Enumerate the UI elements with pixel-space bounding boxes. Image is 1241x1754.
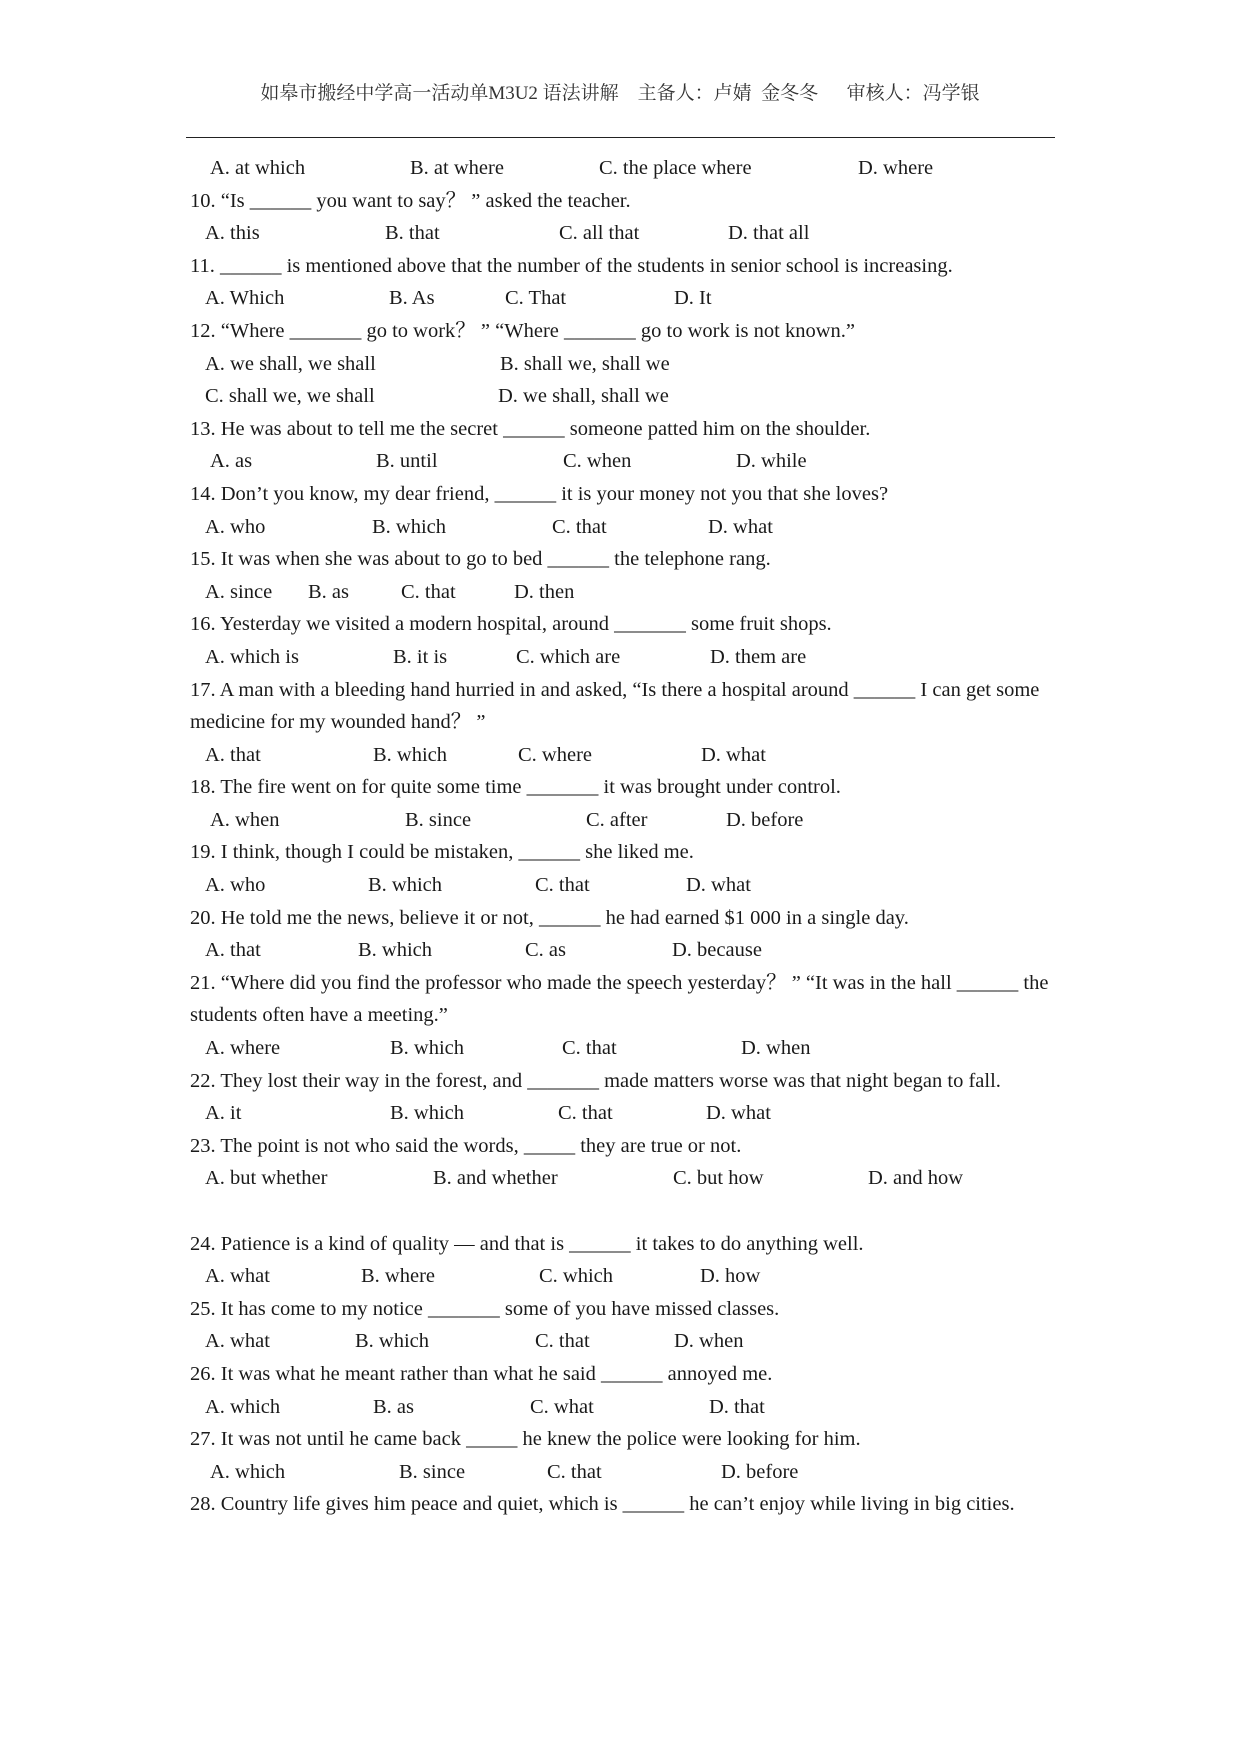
answer-option: A. but whether xyxy=(205,1167,328,1190)
options-row xyxy=(190,511,1065,544)
answer-option: C. That xyxy=(505,287,567,310)
options-row xyxy=(190,348,1065,381)
options-row xyxy=(190,641,1065,674)
options-row xyxy=(190,1391,1065,1424)
options-row xyxy=(190,1097,1065,1130)
answer-option: A. this xyxy=(205,222,260,245)
answer-option: A. it xyxy=(205,1102,242,1125)
answer-option: A. we shall, we shall xyxy=(205,352,376,375)
question-text: 18. The fire went on for quite some time _______ it was brought under control. xyxy=(190,776,841,799)
answer-option: A. that xyxy=(205,743,261,766)
page-header: 如皋市搬经中学高一活动单M3U2 语法讲解 主备人：卢婧 金冬冬 审核人：冯学银 xyxy=(260,83,980,104)
answer-option: A. where xyxy=(205,1037,281,1060)
question-text: 11. ______ is mentioned above that the number of the students in senior school is increasing. xyxy=(190,254,953,277)
answer-option: A. which xyxy=(210,1460,286,1483)
header-rule xyxy=(186,137,1055,138)
question-text: 23. The point is not who said the words, _____ they are true or not. xyxy=(190,1134,742,1157)
answer-option: A. who xyxy=(205,874,266,897)
options-row xyxy=(190,380,1065,413)
answer-option: D. then xyxy=(514,580,575,603)
question-text: 27. It was not until he came back _____ he knew the police were looking for him. xyxy=(190,1428,861,1451)
answer-option: C. which are xyxy=(516,645,621,668)
answer-option: C. as xyxy=(525,939,566,962)
answer-option: B. shall we, shall we xyxy=(500,352,670,375)
answer-option: C. which xyxy=(539,1265,614,1288)
answer-option: D. what xyxy=(686,874,751,897)
options-row xyxy=(190,804,1065,837)
answer-option: B. which xyxy=(358,939,433,962)
answer-option: D. them are xyxy=(710,645,807,668)
answer-option: D. before xyxy=(721,1460,799,1483)
answer-option: B. until xyxy=(376,450,438,473)
question-text: 22. They lost their way in the forest, and _______ made matters worse was that night began to fall. xyxy=(190,1069,1001,1092)
answer-option: C. when xyxy=(563,450,632,473)
answer-option: D. what xyxy=(706,1102,771,1125)
answer-option: D. what xyxy=(708,515,773,538)
answer-option: B. As xyxy=(389,287,435,310)
options-row xyxy=(190,445,1065,478)
answer-option: B. that xyxy=(385,222,440,245)
question-text: 16. Yesterday we visited a modern hospital, around _______ some fruit shops. xyxy=(190,613,832,636)
answer-option: C. that xyxy=(535,874,590,897)
answer-option: C. after xyxy=(586,808,648,831)
answer-option: D. and how xyxy=(868,1167,964,1190)
answer-option: B. where xyxy=(361,1265,436,1288)
answer-option: B. which xyxy=(355,1330,430,1353)
answer-option: D. before xyxy=(726,808,804,831)
answer-option: D. when xyxy=(674,1330,744,1353)
answer-option: D. that xyxy=(709,1395,765,1418)
answer-option: D. because xyxy=(672,939,762,962)
answer-option: B. which xyxy=(390,1037,465,1060)
answer-option: C. but how xyxy=(673,1167,764,1190)
answer-option: B. which xyxy=(372,515,447,538)
answer-option: B. since xyxy=(399,1460,466,1483)
question-text: 12. “Where _______ go to work？ ” “Where _______ go to work is not known.” xyxy=(190,319,855,342)
answer-option: A. which is xyxy=(205,645,299,668)
question-text: 13. He was about to tell me the secret ______ someone patted him on the shoulder. xyxy=(190,417,871,440)
answer-option: D. what xyxy=(701,743,766,766)
answer-option: A. which xyxy=(205,1395,281,1418)
answer-option: C. that xyxy=(562,1037,617,1060)
options-row xyxy=(190,217,1065,250)
answer-option: B. and whether xyxy=(433,1167,558,1190)
answer-option: B. as xyxy=(308,580,349,603)
answer-option: A. what xyxy=(205,1265,270,1288)
answer-option: C. where xyxy=(518,743,593,766)
answer-option: C. all that xyxy=(559,222,640,245)
question-text: 25. It has come to my notice _______ some of you have missed classes. xyxy=(190,1297,780,1320)
answer-option: C. what xyxy=(530,1395,594,1418)
answer-option: B. which xyxy=(390,1102,465,1125)
question-text: 19. I think, though I could be mistaken, ______ she liked me. xyxy=(190,841,694,864)
question-text: 24. Patience is a kind of quality — and that is ______ it takes to do anything well. xyxy=(190,1232,864,1255)
options-row xyxy=(190,1325,1065,1358)
answer-option: D. while xyxy=(736,450,807,473)
answer-option: A. what xyxy=(205,1330,270,1353)
answer-option: C. that xyxy=(401,580,456,603)
answer-option: B. at where xyxy=(410,157,504,179)
answer-option: D. where xyxy=(858,157,934,179)
options-row xyxy=(190,1260,1065,1293)
question-text: 21. “Where did you find the professor who made the speech yesterday？ ” “It was in the hall ______ the students often have a meeting.” xyxy=(190,971,1049,1027)
answer-option: D. It xyxy=(674,287,712,310)
question-text: 14. Don’t you know, my dear friend, ______ it is your money not you that she loves? xyxy=(190,482,889,505)
options-row xyxy=(190,1162,1065,1195)
answer-option: C. that xyxy=(558,1102,613,1125)
options-row xyxy=(190,282,1065,315)
answer-option: D. when xyxy=(741,1037,811,1060)
question-text: 20. He told me the news, believe it or not, ______ he had earned $1 000 in a single day. xyxy=(190,906,909,929)
question-text: 15. It was when she was about to go to bed ______ the telephone rang. xyxy=(190,548,771,571)
answer-option: B. since xyxy=(405,808,472,831)
answer-option: A. who xyxy=(205,515,266,538)
answer-option: A. Which xyxy=(205,287,285,310)
answer-option: A. as xyxy=(210,450,253,473)
spacer xyxy=(190,1195,1065,1228)
answer-option: A. at which xyxy=(210,157,306,179)
options-row xyxy=(190,152,1065,185)
answer-option: C. that xyxy=(535,1330,590,1353)
answer-option: B. which xyxy=(368,874,443,897)
options-row xyxy=(190,739,1065,772)
options-row xyxy=(190,869,1065,902)
answer-option: B. it is xyxy=(393,645,448,668)
answer-option: B. as xyxy=(373,1395,414,1418)
question-text: 10. “Is ______ you want to say？ ” asked the teacher. xyxy=(190,189,631,212)
answer-option: C. that xyxy=(547,1460,602,1483)
answer-option: C. shall we, we shall xyxy=(205,385,375,408)
options-row xyxy=(190,1032,1065,1065)
answer-option: D. we shall, shall we xyxy=(498,385,669,408)
question-text: 17. A man with a bleeding hand hurried in and asked, “Is there a hospital around ______ I can get some medicine for my wounded hand？ ” xyxy=(190,678,1040,734)
options-row xyxy=(190,576,1065,609)
answer-option: A. since xyxy=(205,580,273,603)
options-row xyxy=(190,934,1065,967)
answer-option: A. when xyxy=(210,808,280,831)
question-text: 26. It was what he meant rather than what he said ______ annoyed me. xyxy=(190,1362,773,1385)
options-row xyxy=(190,1456,1065,1489)
answer-option: D. that all xyxy=(728,222,810,245)
answer-option: D. how xyxy=(700,1265,761,1288)
answer-option: C. the place where xyxy=(599,157,752,179)
question-list xyxy=(190,152,1065,1521)
question-text: 28. Country life gives him peace and quiet, which is ______ he can’t enjoy while living in big cities. xyxy=(190,1493,1015,1516)
answer-option: B. which xyxy=(373,743,448,766)
answer-option: A. that xyxy=(205,939,261,962)
answer-option: C. that xyxy=(552,515,607,538)
